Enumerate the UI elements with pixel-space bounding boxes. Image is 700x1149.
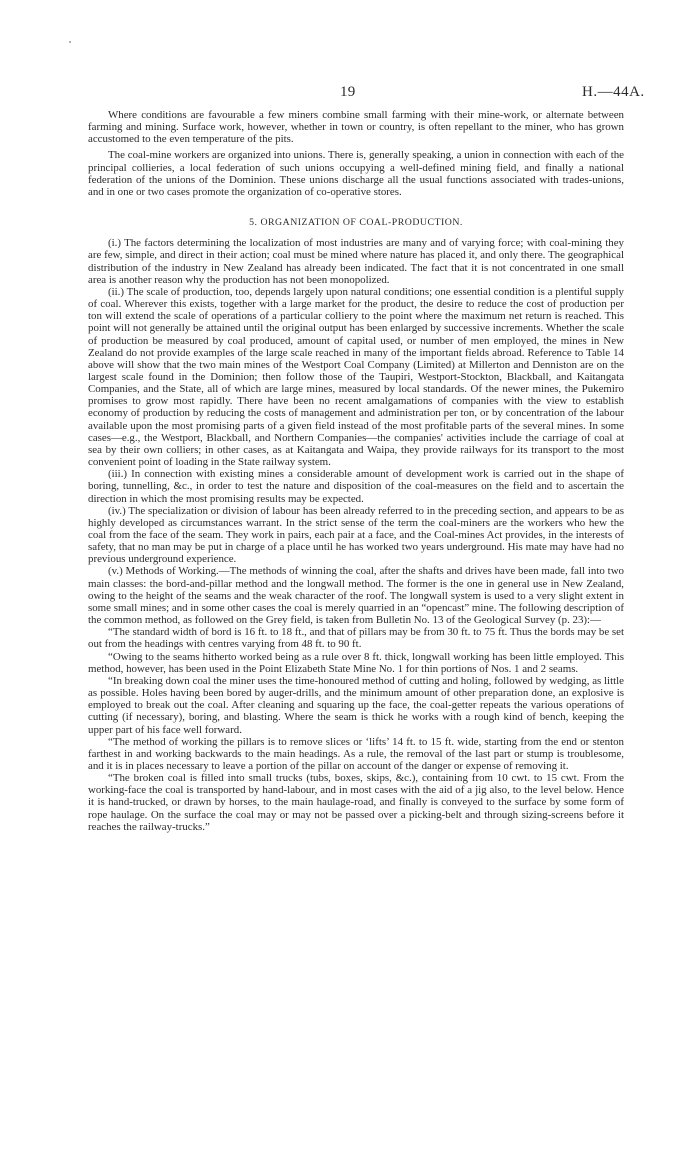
paragraph-scale-of-production: (ii.) The scale of production, too, depends largely upon natural conditions; one essential condition is a plentiful supply of coal. Wherever this exists, together with a large market for the product, the desire to reduce the cost of production per ton will extend the scale of operations of a particular colliery to the point where the maximum net return is reached. This point will not generally be attained until the original output has been enlarged by successive increments. Whether the scale of production be measured by coal produced, amount of capital used, or number of men employed, the mines in New Zealand do not provide examples of the large scale reached in many of the important fields abroad. Reference to Table 14 above will show that the two main mines of the Westport Coal Company (Limited) at Millerton and Denniston are on the largest scale found in the Dominion; then follow those of the Taupiri, Westport-Stockton, Blackball, and Kaitangata Companies, and the State, all of which are large mines, measured by local standards. Of the newer mines, the Pukemiro promises to grow most rapidly. There have been no recent amalgamations of companies with the view to establish economy of production by reducing the costs of management and administration per ton, or by concentration of the labour available upon the most promising parts of a given field instead of the most profitable parts of the several mines. In some cases—e.g., the Westport, Blackball, and Northern Companies—the companies' activities include the carriage of coal at sea by their own colliers; in other cases, as at Kaitangata and Waipa, they provide railways for its transport to the most convenient point of loading in the State railway system. xyxy=(88,285,624,469)
body-text xyxy=(88,109,624,833)
paragraph-localization: (i.) The factors determining the localization of most industries are many and of varying force; with coal-mining they are few, simple, and direct in their action; coal must be mined where nature has placed it, and only there. The geographical distribution of the industry in New Zealand has already been indicated. The fact that it is not concentrated in one small area is another reason why the production has not been monopolized. xyxy=(88,237,624,286)
quote-working-pillars: “The method of working the pillars is to remove slices or ‘lifts’ 14 ft. to 15 ft. wide, starting from the end or stenton farthest in and working backwards to the main headings. As a rule, the removal of the last part or stump is troublesome, and it is in places necessary to leave a portion of the pillar on account of the danger or expense of removing it. xyxy=(88,735,624,772)
paragraph-development-work: (iii.) In connection with existing mines a considerable amount of development work is carried out in the shape of boring, tunnelling, &c., in order to test the nature and disposition of the coal-measures on the field and to ascertain the direction in which the most promising results may be expected. xyxy=(88,468,624,505)
scan-speck xyxy=(69,41,71,43)
paragraph-division-of-labour: (iv.) The specialization or division of labour has been already referred to in the preceding section, and appears to be as highly developed as circumstances warrant. In the strict sense of the term the coal-miners are the workers who hew the coal from the face of the seam. They work in pairs, each pair at a face, and the Coal-mines Act provides, in the interests of safety, that no man may be put in charge of a place until he has worked two years underground. His mate may have had no previous underground experience. xyxy=(88,504,624,566)
paragraph-unions: The coal-mine workers are organized into unions. There is, generally speaking, a union in connection with each of the principal collieries, a local federation of such unions occupying a well-defined mining field, and finally a national federation of the unions of the Dominion. These unions discharge all the usual functions associated with trades-unions, and in one or two cases promote the organization of co-operative stores. xyxy=(88,149,624,198)
page-number: 19 xyxy=(340,84,356,100)
quote-breaking-coal: “In breaking down coal the miner uses the time-honoured method of cutting and holing, followed by wedging, as little as possible. Holes having been bored by auger-drills, and the minimum amount of other preparation done, an explosive is employed to break out the coal. After cleaning and squaring up the face, the coal-getter repeats the various operations of cutting (if necessary), boring, and blasting. Where the seam is thick he works with a rough kind of bench, keeping the upper part of his face well forward. xyxy=(88,674,624,736)
quote-broken-coal: “The broken coal is filled into small trucks (tubs, boxes, skips, &c.), containing from 10 cwt. to 15 cwt. From the working-face the coal is transported by hand-labour, and in most cases with the aid of a jig also, to the level below. Hence it is hand-trucked, or drawn by horses, to the main haulage-road, and finally is conveyed to the surface by some form of rope haulage. On the surface the coal may or may not be passed over a picking-belt and through sizing-screens before it reaches the railway-trucks.” xyxy=(88,772,624,833)
section-heading: 5. ORGANIZATION OF COAL-PRODUCTION. xyxy=(249,217,463,229)
paragraph-farming: Where conditions are favourable a few miners combine small farming with their mine-work, or alternate between farming and mining. Surface work, however, whether in town or country, is often repellant to the miner, who has grown accustomed to the even temperature of the pits. xyxy=(88,109,624,146)
quote-longwall: “Owing to the seams hitherto worked being as a rule over 8 ft. thick, longwall working has been little employed. This method, however, has been used in the Point Elizabeth State Mine No. 1 for thin portions of Nos. 1 and 2 seams. xyxy=(88,650,624,675)
paragraph-methods-of-working: (v.) Methods of Working.—The methods of winning the coal, after the shafts and drives have been made, fall into two main classes: the bord-and-pillar method and the longwall method. The former is the one in general use in New Zealand, owing to the height of the seams and the weak character of the roof. The longwall system is used to a very slight extent in some small mines; and in some other cases the coal is merely quarried in an “opencast” mine. The following description of the common method, as followed on the Grey field, is taken from Bulletin No. 13 of the Geological Survey (p. 23):— xyxy=(88,565,624,627)
quote-bord-width: “The standard width of bord is 16 ft. to 18 ft., and that of pillars may be from 30 ft. to 75 ft. Thus the bords may be set out from the headings with centres varying from 48 ft. to 90 ft. xyxy=(88,626,624,651)
paper-reference: H.—44A. xyxy=(582,84,645,100)
